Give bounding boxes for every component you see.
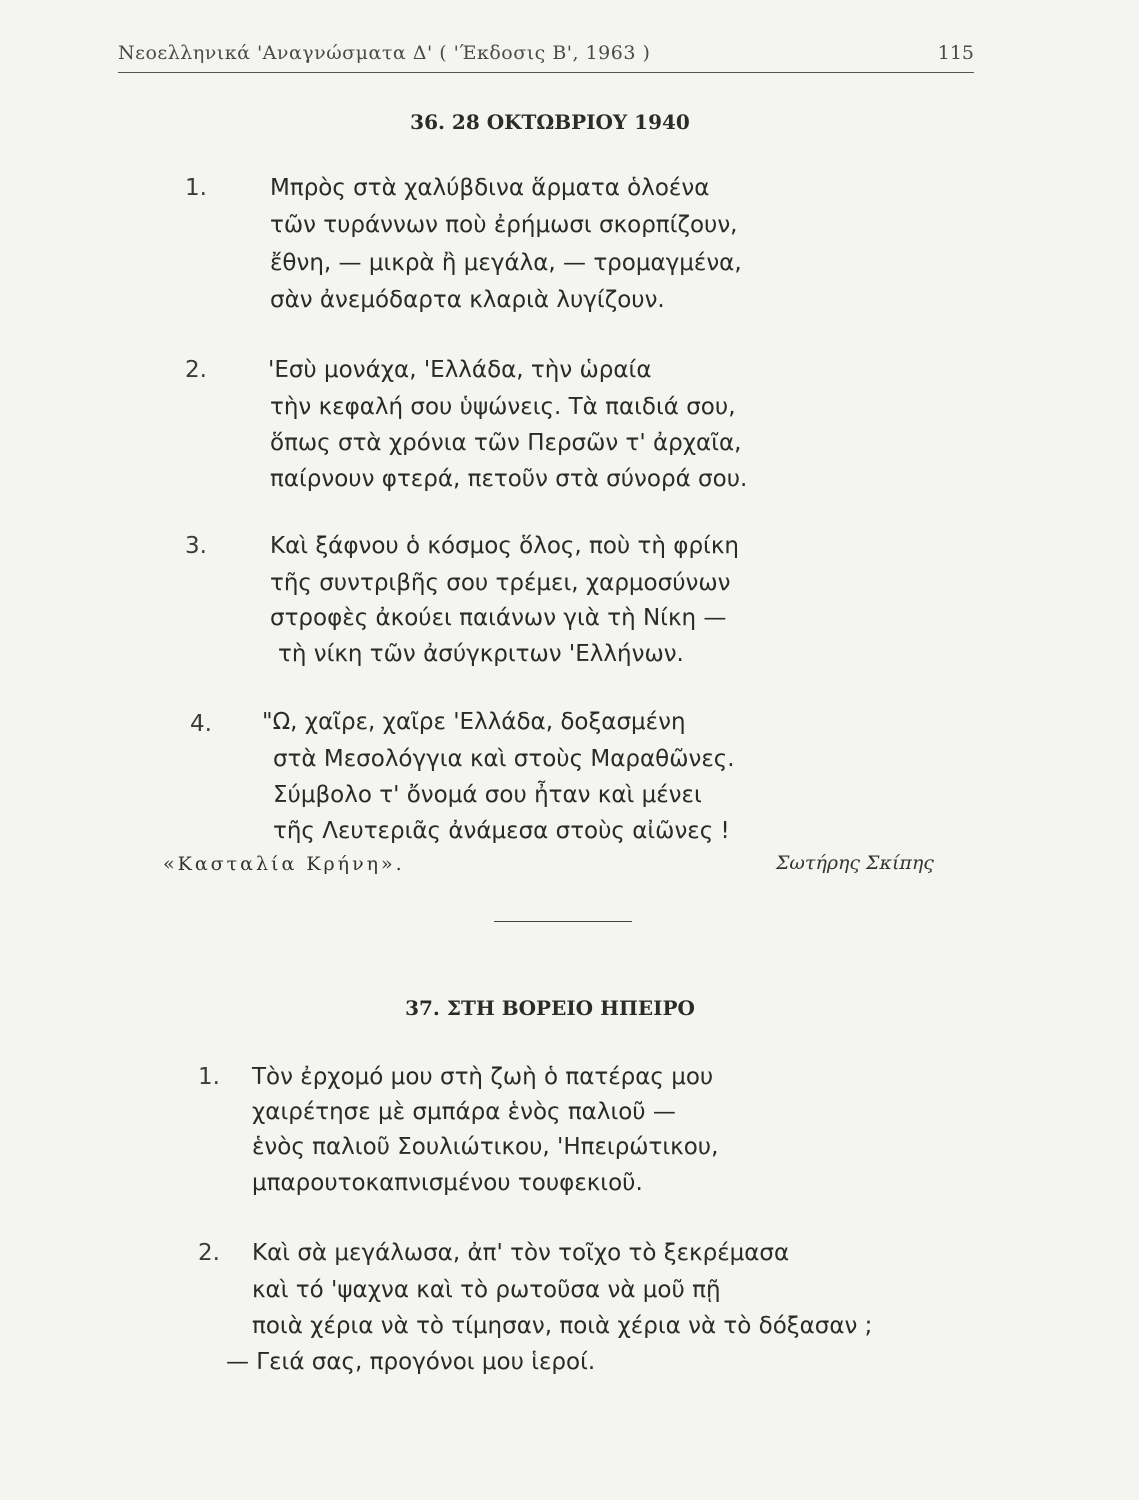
verse-line: — Γειά σας, προγόνοι μου ἱεροί.	[226, 1349, 596, 1375]
stanza-number: 3.	[185, 533, 207, 559]
verse-line: τῶν τυράννων ποὺ ἐρήμωσι σκορπίζουν,	[270, 212, 738, 238]
verse-line: τὴν κεφαλή σου ὑψώνεις. Τὰ παιδιά σου,	[270, 394, 736, 420]
verse-line: Μπρὸς στὰ χαλύβδινα ἅρματα ὁλοένα	[270, 175, 710, 201]
verse-line: ἔθνη, — μικρὰ ἢ μεγάλα, — τρομαγμένα,	[270, 250, 742, 276]
running-title: Νεοελληνικά 'Αναγνώσματα Δ' ( 'Έκδοσις Β', 1963 )	[118, 42, 651, 64]
poem-source: «Κασταλία Κρήνη».	[163, 853, 405, 875]
verse-line: τῆς Λευτεριᾶς ἀνάμεσα στοὺς αἰῶνες !	[273, 818, 730, 844]
stanza-number: 2.	[185, 357, 207, 383]
verse-line: Καὶ σὰ μεγάλωσα, ἀπ' τὸν τοῖχο τὸ ξεκρέμασα	[252, 1240, 790, 1266]
verse-line: μπαρουτοκαπνισμένου τουφεκιοῦ.	[252, 1170, 643, 1196]
poem-37-title: 37. ΣΤΗ ΒΟΡΕΙΟ ΗΠΕΙΡΟ	[405, 996, 695, 1020]
verse-line: Σύμβολο τ' ὄνομά σου ἦταν καὶ μένει	[273, 782, 702, 808]
verse-line: χαιρέτησε μὲ σμπάρα ἑνὸς παλιοῦ —	[252, 1099, 676, 1125]
verse-line: ἑνὸς παλιοῦ Σουλιώτικου, 'Ηπειρώτικου,	[252, 1134, 719, 1160]
verse-line: στὰ Μεσολόγγια καὶ στοὺς Μαραθῶνες.	[273, 746, 735, 772]
page-number: 115	[937, 42, 974, 64]
verse-line: Καὶ ξάφνου ὁ κόσμος ὅλος, ποὺ τὴ φρίκη	[270, 533, 739, 559]
verse-line: καὶ τό 'ψαχνα καὶ τὸ ρωτοῦσα νὰ μοῦ πῇ	[252, 1277, 721, 1303]
verse-line: τὴ νίκη τῶν ἀσύγκριτων 'Ελλήνων.	[278, 641, 684, 667]
poem-36-title: 36. 28 ΟΚΤΩΒΡΙΟΥ 1940	[410, 110, 690, 134]
verse-line: "Ω, χαῖρε, χαῖρε 'Ελλάδα, δοξασμένη	[262, 709, 686, 735]
verse-line: Τὸν ἐρχομό μου στὴ ζωὴ ὁ πατέρας μου	[252, 1064, 714, 1090]
section-divider	[494, 921, 632, 922]
verse-line: παίρνουν φτερά, πετοῦν στὰ σύνορά σου.	[270, 466, 748, 492]
stanza-number: 2.	[198, 1240, 220, 1266]
page-header	[118, 40, 974, 73]
stanza-number: 1.	[185, 175, 207, 201]
verse-line: στροφὲς ἀκούει παιάνων γιὰ τὴ Νίκη —	[270, 605, 727, 631]
verse-line: 'Εσὺ μονάχα, 'Ελλάδα, τὴν ὡραία	[268, 357, 652, 383]
stanza-number: 4.	[190, 711, 212, 737]
verse-line: ποιὰ χέρια νὰ τὸ τίμησαν, ποιὰ χέρια νὰ τὸ δόξασαν ;	[252, 1313, 873, 1339]
verse-line: τῆς συντριβῆς σου τρέμει, χαρμοσύνων	[270, 570, 731, 596]
verse-line: σὰν ἀνεμόδαρτα κλαριὰ λυγίζουν.	[270, 287, 665, 313]
stanza-number: 1.	[198, 1064, 220, 1090]
poem-author: Σωτήρης Σκίπης	[776, 852, 934, 874]
verse-line: ὅπως στὰ χρόνια τῶν Περσῶν τ' ἀρχαῖα,	[270, 430, 742, 456]
